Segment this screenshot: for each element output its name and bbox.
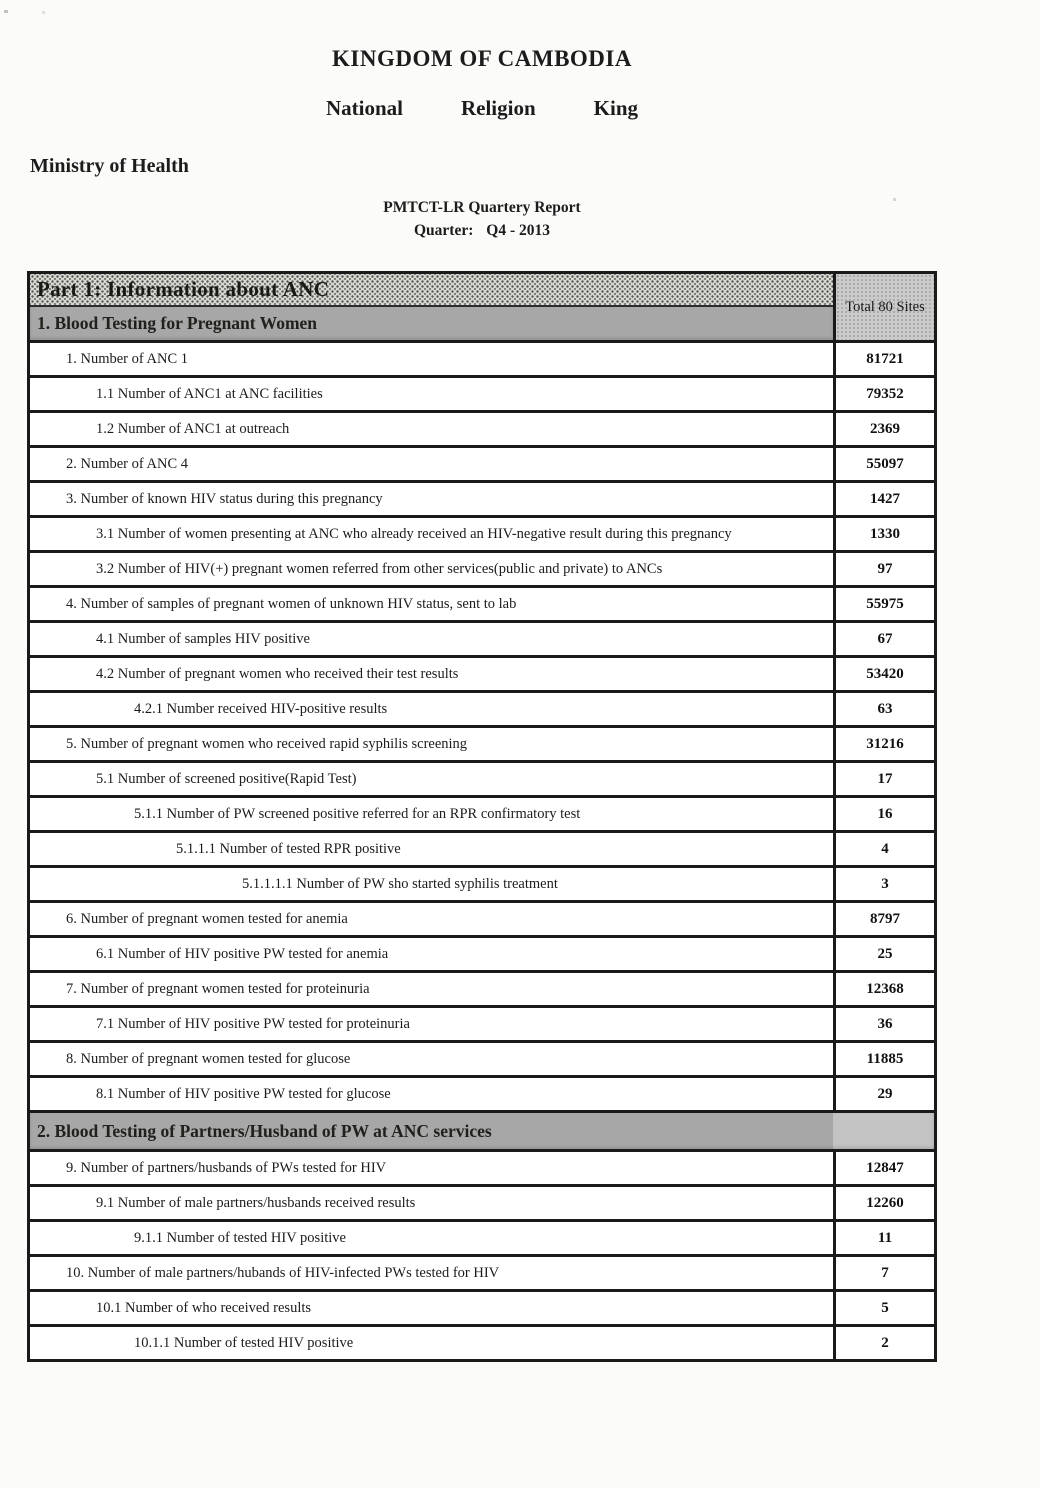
- table-row: [30, 518, 934, 553]
- scan-speck: [893, 198, 896, 201]
- row-value: 81721: [866, 350, 904, 367]
- table-row: [30, 728, 934, 763]
- row-label: 5.1 Number of screened positive(Rapid Test): [30, 763, 836, 795]
- row-value: 55097: [866, 455, 904, 472]
- row-value: 25: [877, 945, 893, 962]
- row-label: 8.1 Number of HIV positive PW tested for glucose: [30, 1078, 836, 1110]
- row-label: 10.1 Number of who received results: [30, 1292, 836, 1324]
- table-row: [30, 763, 934, 798]
- table-row: [30, 973, 934, 1008]
- table-header-left: [30, 274, 836, 340]
- row-value: 17: [877, 770, 893, 787]
- row-value: 1330: [870, 525, 900, 542]
- table-row: [30, 588, 934, 623]
- row-value: 79352: [866, 385, 904, 402]
- row-label: 4.1 Number of samples HIV positive: [30, 623, 836, 655]
- table-row: [30, 1257, 934, 1292]
- row-value: 7: [881, 1264, 889, 1281]
- row-label: 7.1 Number of HIV positive PW tested for proteinuria: [30, 1008, 836, 1040]
- table-row: [30, 1292, 934, 1327]
- row-label: 5.1.1 Number of PW screened positive referred for an RPR confirmatory test: [30, 798, 836, 830]
- row-value: 31216: [866, 735, 904, 752]
- row-label: 1.2 Number of ANC1 at outreach: [30, 413, 836, 445]
- table-row: [30, 1187, 934, 1222]
- row-label: 5. Number of pregnant women who received rapid syphilis screening: [30, 728, 836, 760]
- table-row: [30, 938, 934, 973]
- motto-religion: Religion: [460, 96, 536, 120]
- row-label: 4.2.1 Number received HIV-positive results: [30, 693, 836, 725]
- row-label: 6.1 Number of HIV positive PW tested for anemia: [30, 938, 836, 970]
- row-value: 29: [877, 1085, 893, 1102]
- row-value: 12260: [866, 1194, 904, 1211]
- row-value: 11885: [866, 1050, 904, 1067]
- row-value: 12847: [866, 1159, 904, 1176]
- row-value: 3: [881, 875, 889, 892]
- row-label: 4. Number of samples of pregnant women of unknown HIV status, sent to lab: [30, 588, 836, 620]
- row-label: 8. Number of pregnant women tested for glucose: [30, 1043, 836, 1075]
- row-value: 4: [881, 840, 889, 857]
- table-row: [30, 553, 934, 588]
- row-value: 53420: [866, 665, 904, 682]
- row-value: 12368: [866, 980, 904, 997]
- table-row: [30, 448, 934, 483]
- section1-header: 1. Blood Testing for Pregnant Women: [30, 307, 833, 340]
- table-row: [30, 658, 934, 693]
- table-header: [30, 274, 934, 343]
- table-row: [30, 413, 934, 448]
- table-row: [30, 343, 934, 378]
- scan-speck: [42, 11, 45, 14]
- row-value: 11: [877, 1229, 893, 1246]
- row-label: 6. Number of pregnant women tested for anemia: [30, 903, 836, 935]
- row-label: 4.2 Number of pregnant women who received their test results: [30, 658, 836, 690]
- table-row: [30, 1043, 934, 1078]
- table-row: [30, 378, 934, 413]
- row-label: 9. Number of partners/husbands of PWs tested for HIV: [30, 1152, 836, 1184]
- row-value: 5: [881, 1299, 889, 1316]
- row-label: 2. Number of ANC 4: [30, 448, 836, 480]
- motto-national: National: [325, 96, 403, 120]
- row-label: 7. Number of pregnant women tested for proteinuria: [30, 973, 836, 1005]
- ministry-title: Ministry of Health: [30, 155, 189, 177]
- table-row: [30, 868, 934, 903]
- row-value: 2: [881, 1334, 889, 1351]
- section-header-row: [30, 1113, 934, 1152]
- kingdom-title: KINGDOM OF CAMBODIA: [332, 46, 632, 71]
- table-row: [30, 623, 934, 658]
- row-label: 3.2 Number of HIV(+) pregnant women referred from other services(public and private) to ANCs: [30, 553, 836, 585]
- row-value: 2369: [870, 420, 900, 437]
- table-row: [30, 798, 934, 833]
- row-value: 1427: [870, 490, 900, 507]
- national-motto: [27, 96, 937, 121]
- report-title: PMTCT-LR Quartery Report: [383, 199, 581, 216]
- row-value: 55975: [866, 595, 904, 612]
- table-row: [30, 1008, 934, 1043]
- total-sites-header: Total 80 Sites: [836, 274, 934, 340]
- row-value: 8797: [870, 910, 900, 927]
- table-row: [30, 1222, 934, 1257]
- row-value: 63: [877, 700, 893, 717]
- row-value: 36: [877, 1015, 893, 1032]
- quarter-value: Q4 - 2013: [486, 222, 550, 239]
- table-row: [30, 903, 934, 938]
- table-row: [30, 1327, 934, 1359]
- row-label: 10.1.1 Number of tested HIV positive: [30, 1327, 836, 1359]
- row-label: 1. Number of ANC 1: [30, 343, 836, 375]
- row-label: 9.1 Number of male partners/husbands received results: [30, 1187, 836, 1219]
- table-body: [30, 343, 934, 1359]
- scan-speck: [4, 10, 8, 13]
- table-row: [30, 693, 934, 728]
- section-title: 2. Blood Testing of Partners/Husband of PW at ANC services: [37, 1120, 492, 1141]
- row-label: 10. Number of male partners/hubands of HIV-infected PWs tested for HIV: [30, 1257, 836, 1289]
- document-content: [27, 46, 937, 1362]
- part1-header: Part 1: Information about ANC: [30, 274, 833, 307]
- motto-king: King: [593, 96, 639, 120]
- report-table: [27, 271, 937, 1362]
- quarter-label: Quarter:: [414, 222, 474, 239]
- row-label: 9.1.1 Number of tested HIV positive: [30, 1222, 836, 1254]
- table-row: [30, 1078, 934, 1113]
- quarter-line: [27, 222, 937, 240]
- row-label: 3.1 Number of women presenting at ANC who already received an HIV-negative result during this pregnancy: [30, 518, 836, 550]
- row-label: 3. Number of known HIV status during this pregnancy: [30, 483, 836, 515]
- row-label: 5.1.1.1.1 Number of PW sho started syphilis treatment: [30, 868, 836, 900]
- row-value: 16: [877, 805, 893, 822]
- table-row: [30, 1152, 934, 1187]
- table-row: [30, 833, 934, 868]
- row-label: 5.1.1.1 Number of tested RPR positive: [30, 833, 836, 865]
- row-value: 97: [877, 560, 893, 577]
- row-value: 67: [877, 630, 893, 647]
- row-label: 1.1 Number of ANC1 at ANC facilities: [30, 378, 836, 410]
- table-row: [30, 483, 934, 518]
